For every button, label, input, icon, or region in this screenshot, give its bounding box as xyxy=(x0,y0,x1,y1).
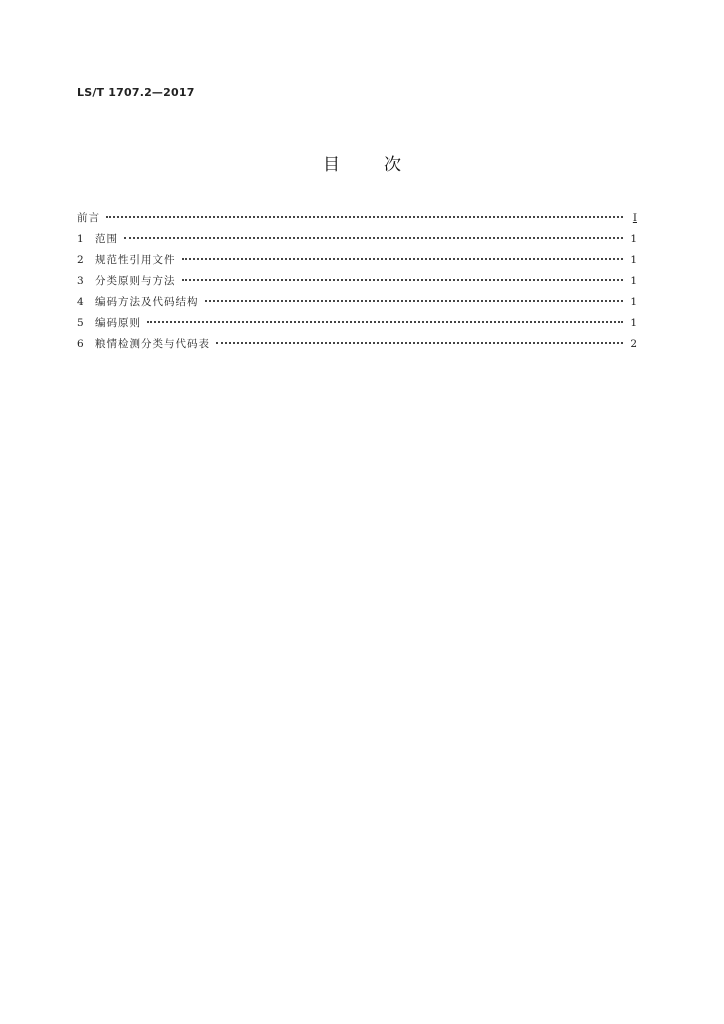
toc-entry-label: 分类原则与方法 xyxy=(95,275,176,287)
toc-title-part2: 次 xyxy=(384,155,401,175)
toc-entry-page: I xyxy=(632,212,637,224)
toc-entry-label: 范围 xyxy=(95,233,118,245)
toc-entry-page: 2 xyxy=(630,338,637,350)
toc-leader-dots xyxy=(106,204,623,218)
toc-entry-number: 4 xyxy=(77,296,84,308)
toc-entry-page: 1 xyxy=(630,233,637,245)
toc-entry-label: 规范性引用文件 xyxy=(95,254,176,266)
toc-title xyxy=(0,150,724,175)
toc-leader-dots xyxy=(182,246,624,260)
toc-entry-page: 1 xyxy=(630,317,637,329)
toc-list xyxy=(77,207,637,354)
toc-entry-page: 1 xyxy=(630,296,637,308)
toc-leader-dots xyxy=(124,225,623,239)
toc-entry-number: 5 xyxy=(77,317,84,329)
toc-entry-code-table[interactable] xyxy=(77,333,637,354)
toc-entry-page: 1 xyxy=(630,254,637,266)
toc-entry-label: 粮情检测分类与代码表 xyxy=(95,338,210,350)
toc-title-part1: 目 xyxy=(323,155,340,175)
document-code: LS/T 1707.2—2017 xyxy=(77,86,195,99)
toc-entry-number: 1 xyxy=(77,233,84,245)
toc-leader-dots xyxy=(182,267,624,281)
toc-leader-dots xyxy=(205,288,624,302)
toc-entry-number: 6 xyxy=(77,338,84,350)
toc-entry-number: 2 xyxy=(77,254,84,266)
toc-leader-dots xyxy=(147,309,623,323)
toc-entry-page: 1 xyxy=(630,275,637,287)
toc-entry-label: 编码方法及代码结构 xyxy=(95,296,199,308)
toc-entry-label: 前言 xyxy=(77,212,100,224)
toc-entry-number: 3 xyxy=(77,275,84,287)
toc-leader-dots xyxy=(216,330,623,344)
toc-entry-label: 编码原则 xyxy=(95,317,141,329)
